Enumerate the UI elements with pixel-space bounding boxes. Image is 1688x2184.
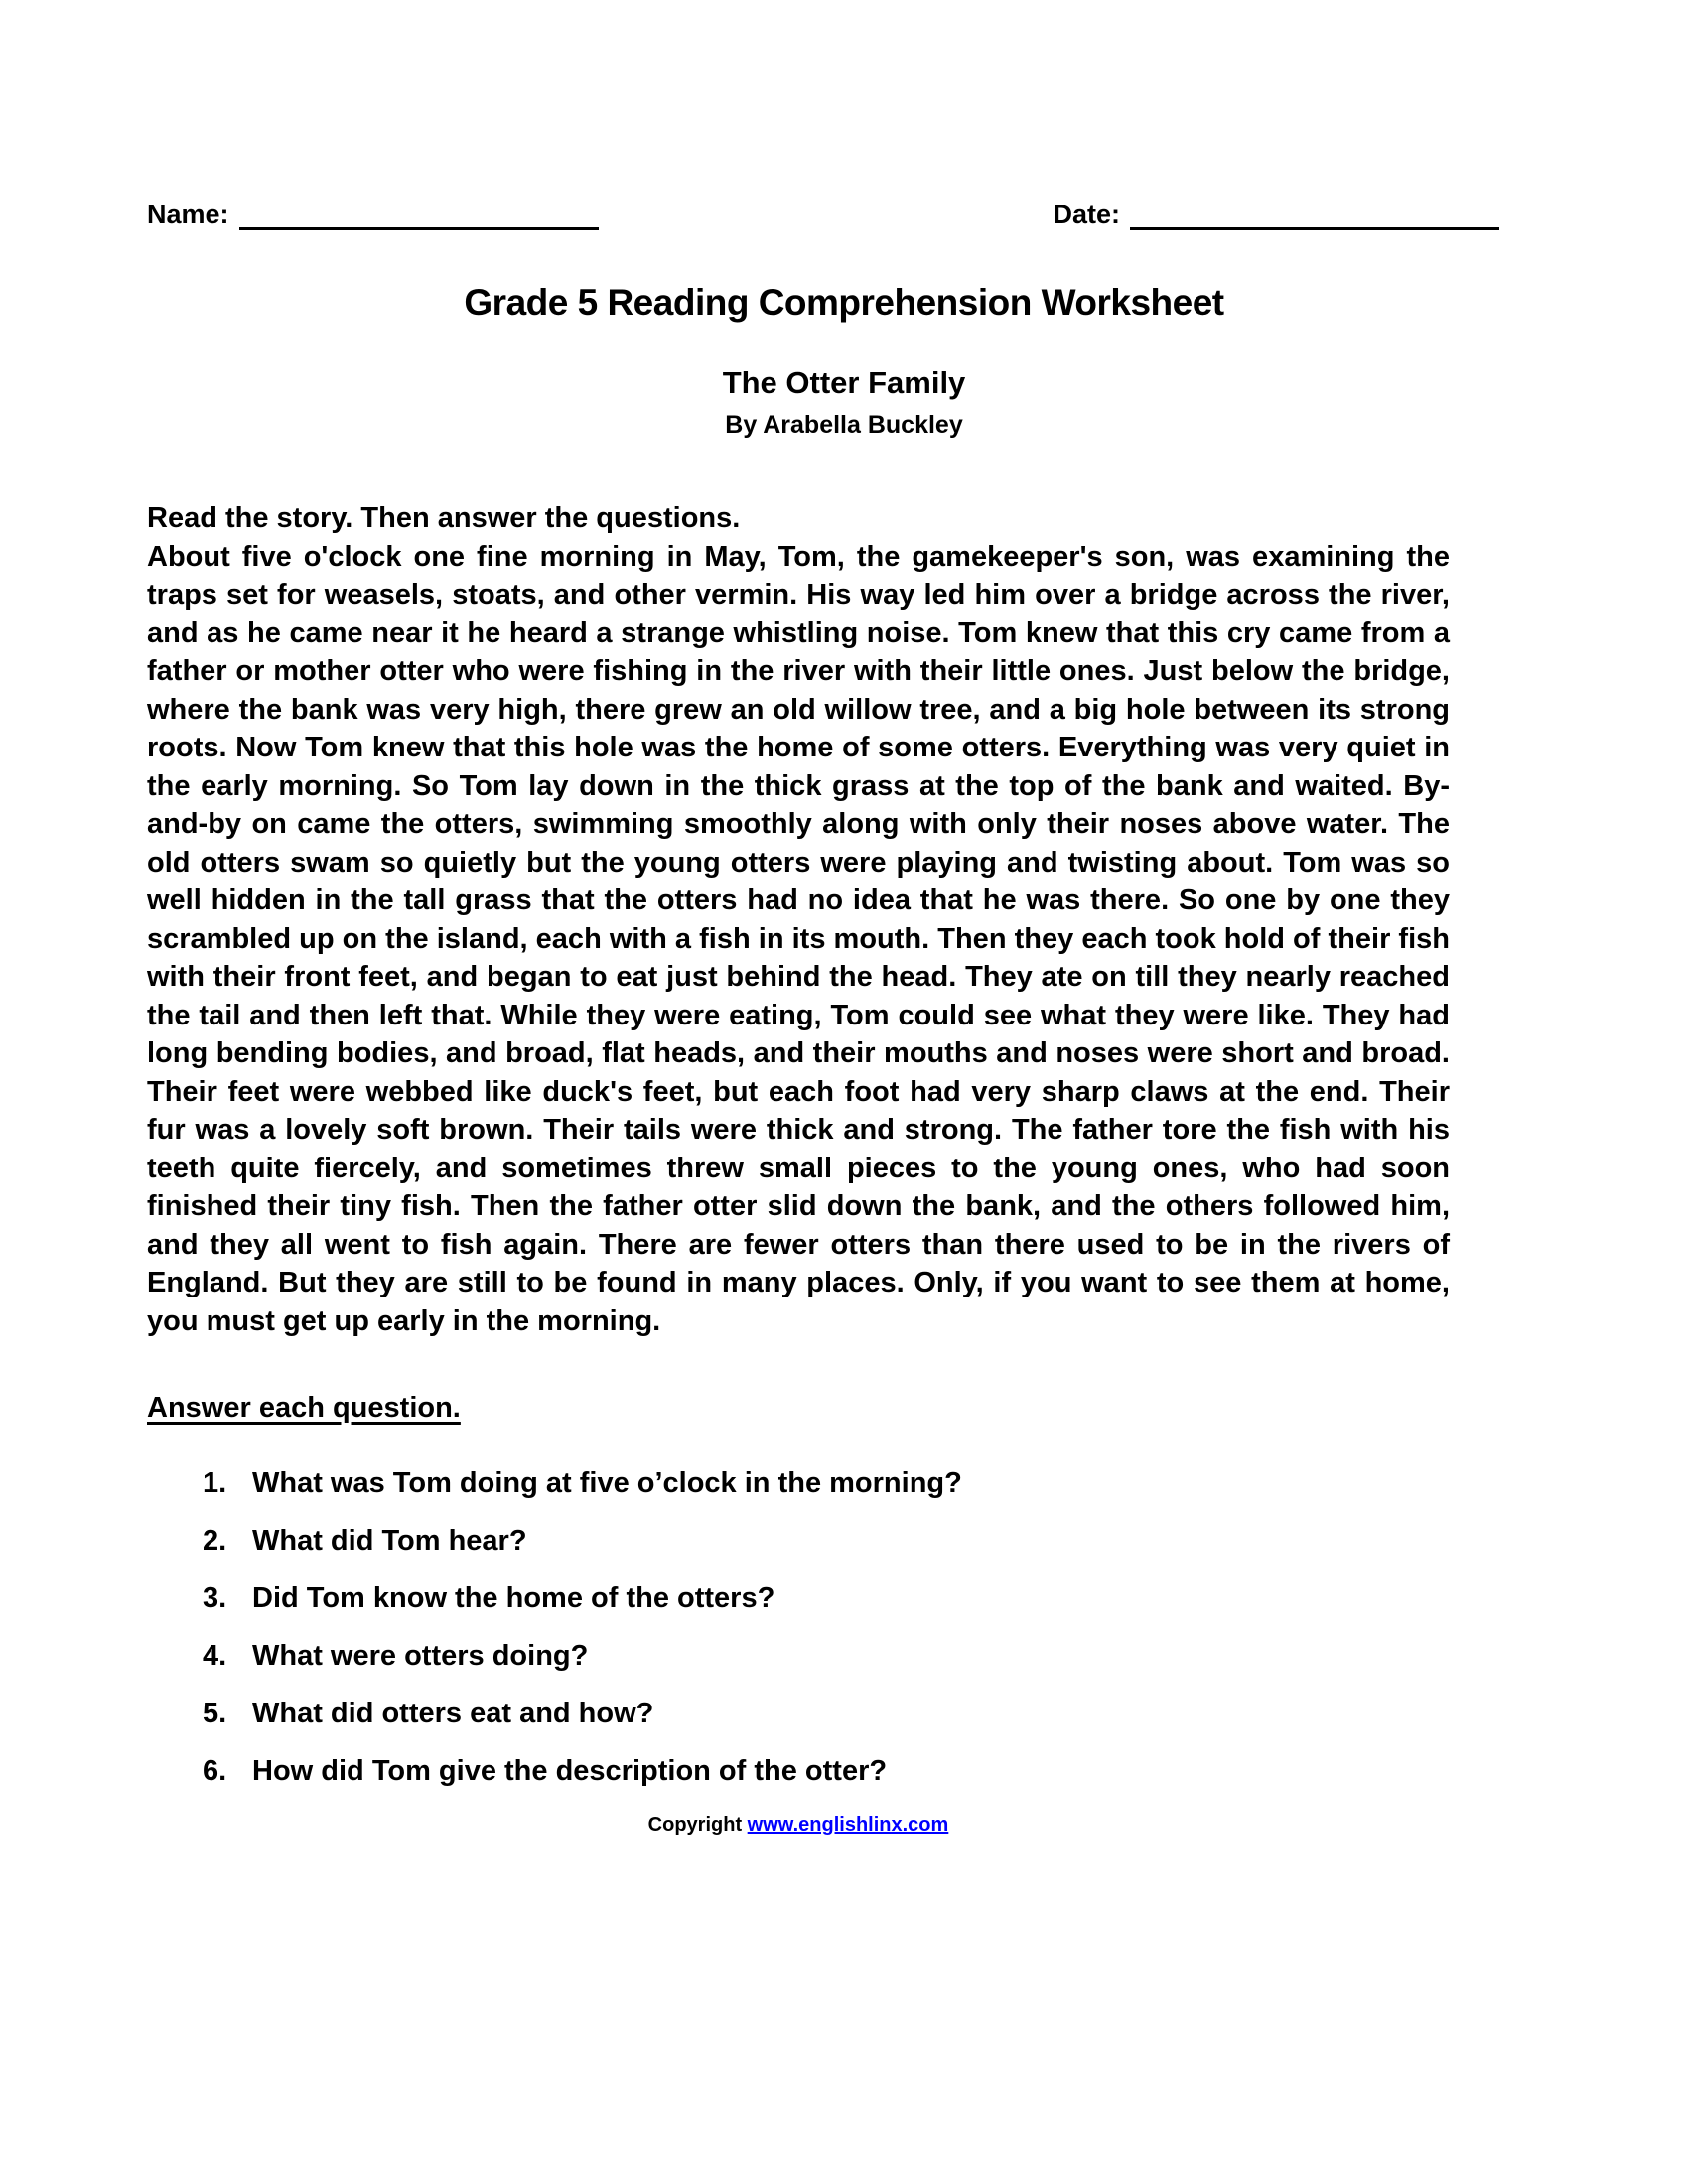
question-text: What was Tom doing at five o’clock in the morning? — [252, 1467, 962, 1499]
question-item-2 — [147, 1526, 1450, 1556]
date-field — [1053, 199, 1499, 230]
instructions-line: Read the story. Then answer the questions. — [147, 502, 741, 534]
question-item-4 — [147, 1641, 1450, 1671]
question-list — [147, 1468, 1450, 1786]
question-number: 6. — [203, 1755, 227, 1787]
question-number: 2. — [203, 1525, 227, 1557]
question-item-5 — [147, 1699, 1450, 1728]
question-item-3 — [147, 1583, 1450, 1613]
date-blank-line — [1130, 199, 1499, 230]
question-number: 1. — [203, 1467, 227, 1499]
name-label: Name: — [147, 200, 229, 229]
question-text: Did Tom know the home of the otters? — [252, 1582, 775, 1614]
name-blank-line — [239, 199, 599, 230]
question-item-6 — [147, 1756, 1450, 1786]
story-content — [147, 499, 1450, 1837]
question-number: 3. — [203, 1582, 227, 1614]
question-number: 4. — [203, 1640, 227, 1672]
copyright-label: Copyright — [647, 1814, 743, 1836]
question-text: What were otters doing? — [252, 1640, 589, 1672]
copyright-footer — [147, 1814, 1450, 1837]
question-text: What did Tom hear? — [252, 1525, 527, 1557]
answer-heading: Answer each question. — [147, 1392, 461, 1424]
question-item-1 — [147, 1468, 1450, 1498]
story-title: The Otter Family — [722, 365, 966, 400]
name-date-row — [147, 199, 1499, 230]
name-field — [147, 199, 599, 230]
page-title: Grade 5 Reading Comprehension Worksheet — [464, 282, 1224, 323]
englishlinx-link[interactable]: www.englishlinx.com — [747, 1814, 949, 1836]
question-text: How did Tom give the description of the otter? — [252, 1755, 888, 1787]
worksheet-page — [0, 199, 1688, 2184]
story-paragraph: About five o'clock one fine morning in May, Tom, the gamekeeper's son, was examining the traps set for weasels, stoats, and other vermin. His way led him over a bridge across the river, and as he came near it he heard a strange whistling noise. Tom knew that this cry came from a father or mother otter who were fishing in the river with their little ones. Just below the bridge, where the bank was very high, there grew an old willow tree, and a big hole between its strong roots. Now Tom knew that this hole was the home of some otters. Everything was very quiet in the early morning. So Tom lay down in the thick grass at the top of the bank and waited. By-and-by on came the otters, swimming smoothly along with only their noses above water. The old otters swam so quietly but the young otters were playing and twisting about. Tom was so well hidden in the tall grass that the otters had no idea that he was there. So one by one they scrambled up on the island, each with a fish in its mouth. Then they each took hold of their fish with their front feet, and began to eat just behind the head. They ate on till they nearly reached the tail and then left that. While they were eating, Tom could see what they were like. They had long bending bodies, and broad, flat heads, and their mouths and noses were short and broad. Their feet were webbed like duck's feet, but each foot had very sharp claws at the end. Their fur was a lovely soft brown. Their tails were thick and strong. The father tore the fish with his teeth quite fiercely, and sometimes threw small pieces to the young ones, who had soon finished their tiny fish. Then the father otter slid down the bank, and the others followed him, and they all went to fish again. There are fewer otters than there used to be in the rivers of England. But they are still to be found in many places. Only, if you want to see them at home, you must get up early in the morning. — [147, 540, 1450, 1337]
question-text: What did otters eat and how? — [252, 1698, 654, 1729]
story-byline: By Arabella Buckley — [725, 411, 963, 439]
question-number: 5. — [203, 1698, 227, 1729]
date-label: Date: — [1053, 200, 1120, 229]
